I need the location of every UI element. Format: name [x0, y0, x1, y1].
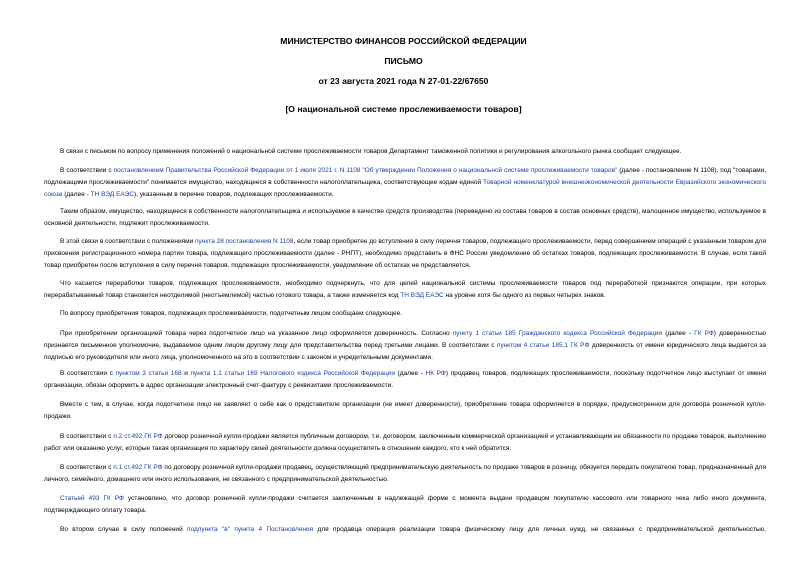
paragraph-10 — [44, 431, 766, 455]
paragraph-12 — [44, 493, 766, 517]
document-type: ПИСЬМО — [384, 56, 423, 66]
paragraph-text: Что касается переработки товаров, подлежащих прослеживаемости, необходимо подчеркнуть, что для целей национальной системы прослеживаемости товаров под переработкой признаются операции, при которых перерабатываемый товар становится неотделимой (неотъемлемой) частью готового товара, а также изменяется код — [44, 280, 766, 299]
link-gk-493[interactable]: Статьей 493 ГК РФ — [60, 495, 124, 502]
paragraph-2 — [44, 165, 766, 200]
paragraph-text: , если товар приобретен до вступления в силу перечня товаров, подлежащего прослеживаемости, перед совершением операций с указанным товаром для присвоения регистрационного номера партии товара, подлежащего прослеживаемости (далее - РНПТ), необходимо представить в ФНС России уведомление об остатках товаров, подлежащих прослеживаемости. В случае, если такой товар приобретен после вступления в силу перечня товаров, подлежащих прослеживаемости, уведомление об остатках не представляется. — [44, 238, 766, 269]
link-gk-185-1[interactable]: пунктом 4 статьи 185.1 ГК РФ — [496, 341, 590, 349]
link-tn-ved-short[interactable]: ТН ВЭД ЕАЭС — [90, 190, 134, 198]
link-gk-185[interactable]: пункту 1 статьи 185 Гражданского кодекса Российской Федерации — [452, 330, 663, 337]
paragraph-text: (далее - постановление N 1108), под "товарами, подлежащими прослеживаемости" понимается имущество, находящееся в собственности налогоплательщика, соответствующее кодам единой — [44, 167, 766, 186]
link-tn-ved-eaes[interactable]: Товарной номенклатурой внешнеэкономической деятельности Евразийского экономического союза — [44, 178, 766, 198]
paragraph-5 — [44, 278, 766, 302]
paragraph-11 — [44, 462, 766, 486]
paragraph-text: В соответствии с — [60, 433, 114, 440]
paragraph-text: ) доверенностью признается письменное уполномочие, выдаваемое одним лицом другому лицу для представительства перед третьими лицами. В соответствии с — [44, 330, 766, 349]
paragraph-13 — [44, 524, 766, 536]
paragraph-text: В соответствии с — [60, 167, 114, 174]
paragraph-text: При приобретении организацией товара через подотчетное лицо на указанное лицо оформляется доверенность. Согласно — [60, 330, 453, 337]
document-date-number: от 23 августа 2021 года N 27-01-22/67650 — [318, 76, 489, 86]
paragraph-text: (далее - — [394, 370, 426, 377]
document-subject: [О национальной системе прослеживаемости товаров] — [285, 104, 522, 114]
link-ob-utverzhdenii[interactable]: "Об утверждении Положения о национальной системе прослеживаемости товаров" — [362, 167, 618, 174]
paragraph-8 — [44, 368, 766, 392]
paragraph-text: для продавца операция реализации товара физическому лицу для личных нужд, не связанных с предпринимательской деятельностью, — [313, 526, 766, 533]
link-gk-492-2[interactable]: п.2 ст.492 ГК РФ — [113, 433, 163, 440]
paragraph-text: на уровне хотя бы одного из первых четырех знаков. — [443, 291, 606, 299]
paragraph-text: установлено, что договор розничной купли-продажи считается заключенным в надлежащей форме с момента выдачи продавцом покупателю кассового или товарного чека либо иного документа, подтверждающего оплату товара. — [44, 495, 767, 514]
paragraph-7 — [44, 328, 766, 363]
paragraph-9: Вместе с тем, в случае, когда подотчетное лицо не заявляет о себе как о представителе организации (не имеет доверенности), приобретение товара оформляется в порядке, предусмотренном для договора розничной купли-продажи. — [44, 401, 766, 420]
paragraph-4 — [44, 236, 766, 271]
paragraph-text: В соответствии с — [60, 464, 114, 471]
paragraph-1: В связи с письмом по вопросу применения положений о национальной системе прослеживаемости товаров Департамент таможенной политики и регулирования алкогольного рынка сообщает следующее. — [60, 148, 682, 155]
link-gk-492-1[interactable]: п.1 ст.492 ГК РФ — [113, 464, 163, 471]
paragraph-text: договор розничной купли-продажи является публичным договором, т.е. договором, заключенным коммерческой организацией и устанавливающим ее обязанности по продаже товаров, выполнению работ или оказанию услуг, которые такая организация по характеру своей деятельности должна осуществлять в отношении каждого, кто к ней обратится. — [44, 433, 766, 452]
paragraph-text: В этой связи в соответствии с положениями — [60, 238, 196, 245]
link-gk-rf[interactable]: ГК РФ — [694, 330, 714, 337]
paragraph-3: Таким образом, имущество, находящееся в собственности налогоплательщика и используемое в качестве средств производства (переведено из состава товаров в состав основных средств), малоценное имущество, используемое в основной деятельности, подлежит прослеживаемости. — [44, 208, 766, 227]
ministry-title: МИНИСТЕРСТВО ФИНАНСОВ РОССИЙСКОЙ ФЕДЕРАЦИИ — [280, 36, 527, 46]
paragraph-text: ) продавец товаров, подлежащих прослеживаемости, поскольку подотчетное лицо выступает от имени организации, обязан оформить в адрес организации электронный счет-фактуру с реквизитами прослеживаемости. — [44, 370, 767, 389]
paragraph-text: доверенность от имени юридического лица выдается за подписью его руководителя или иного лица, уполномоченного на это в соответствии с законом и учредительными документами. — [44, 341, 767, 361]
link-punkt-28[interactable]: пункта 28 постановления N 1108 — [195, 238, 294, 245]
link-pp-v4[interactable]: подпункта "в" пункта 4 Постановления — [187, 526, 314, 533]
link-tn-ved-eaes-2[interactable]: ТН ВЭД ЕАЭС — [400, 291, 444, 299]
paragraph-text: по договору розничной купли-продажи продавец, осуществляющий предпринимательскую деятельность по продаже товаров в розницу, обязуется передать покупателю товар, предназначенный для личного, семейного, домашнего или иного использования, не связанного с предпринимательской деятельностью. — [44, 464, 766, 483]
paragraph-text: ), указанным в перечне товаров, подлежащих прослеживаемости. — [133, 190, 334, 198]
paragraph-6: По вопросу приобретения товаров, подлежащих прослеживаемости, подотчетным лицом сообщаем следующее. — [60, 310, 403, 317]
link-nk-169[interactable]: пункта 1.1 статьи 169 Налогового кодекса Российской Федерации — [190, 370, 395, 377]
link-nk-rf[interactable]: НК РФ — [425, 370, 446, 377]
paragraph-text: В соответствии с — [60, 370, 116, 377]
paragraph-text: (далее - — [62, 190, 91, 198]
paragraph-text: и — [181, 370, 191, 377]
link-nk-168[interactable]: пунктом 3 статьи 168 — [115, 370, 182, 377]
link-postanovlenie-1108[interactable]: постановлением Правительства Российской Федерации от 1 июля 2021 г. N 1108 — [113, 167, 361, 174]
paragraph-text: (далее - — [662, 330, 695, 337]
paragraph-text: Во втором случае в силу положений — [60, 526, 188, 533]
